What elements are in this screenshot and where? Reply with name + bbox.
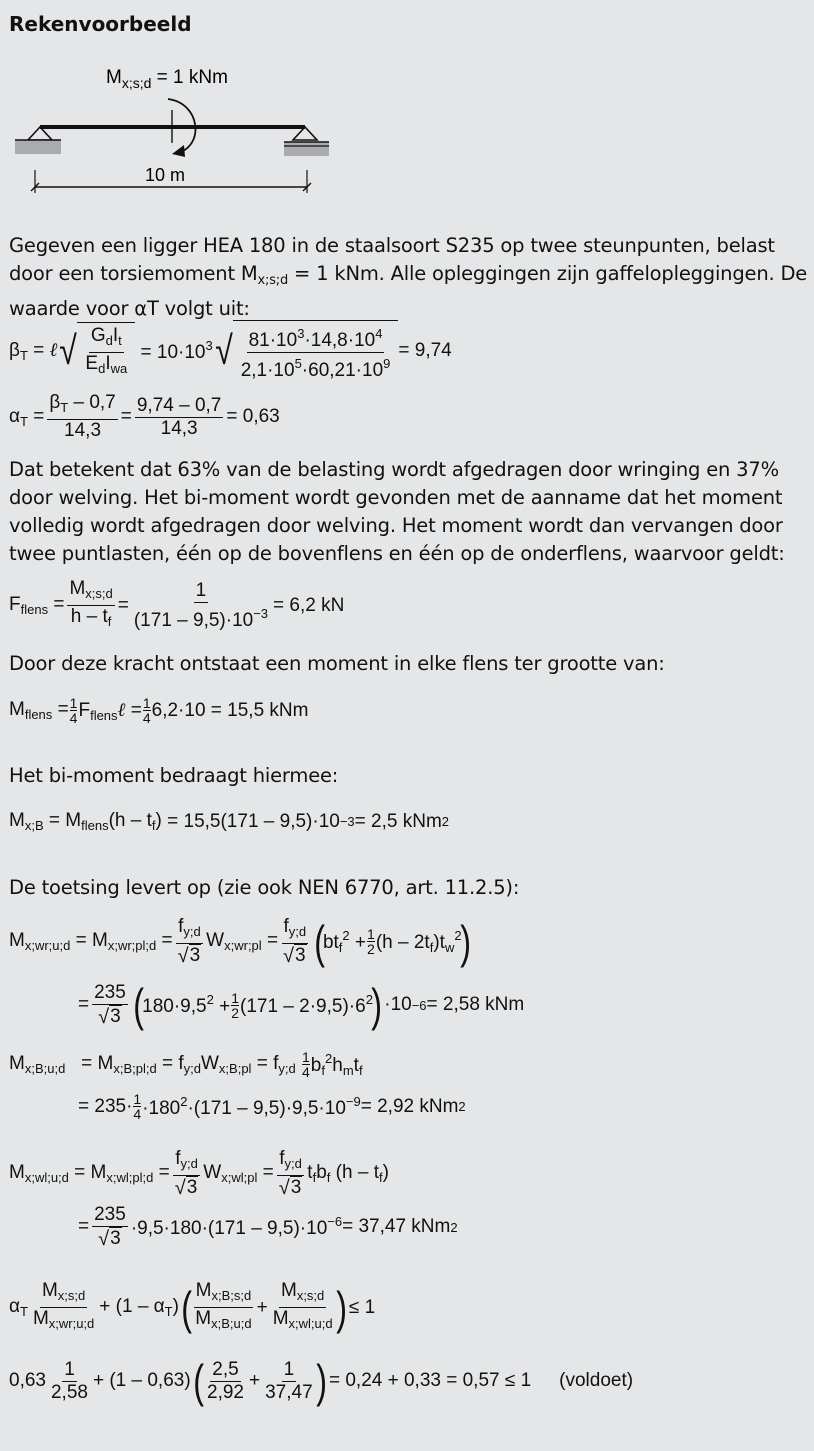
torsion-resistance-result: = 235 √ 3 ( $180\cdot 9,5^2$ + $\frac{1}{2}$ $(171 - 2\cdot 9,5)\cdot 6^2$ ) ·10 −6 = 2,58 kNm: [78, 979, 525, 1031]
beam-diagram: [0, 55, 340, 200]
flange-bending-result: = 235 √ 3 $\cdot 9,5\cdot 180\cdot(171 - 9,5)\cdot 10^{-6}$ = 37,47 kNm 2: [78, 1204, 458, 1250]
flange-bending-equation: $M_{x;wl;u;d} = M_{x;wl;pl;d}$ = $f_{y;d}$ √ 3 $W_{x;wl;pl}$ = $f_{y;d}$ √ 3 $t_fb_f$ $(h - t_f)$: [9, 1148, 389, 1199]
flange-moment-equation: $M_{flens}$ = $\frac{1}{4}$ $F_{flens}\ell$ = $\frac{1}{4}$ 6,2·10 = 15,5 kNm: [9, 695, 309, 726]
result-note: (voldoet): [559, 1370, 634, 1391]
span-label: 10 m: [145, 165, 186, 185]
torsion-resistance-equation: $M_{x;wr;u;d} = M_{x;wr;pl;d}$ = $f_{y;d}$ √ 3 $W_{x;wr;pl}$ = $f_{y;d}$ √ 3 ( $bt_f^2$ + $\frac{1}{2}$ $(h - 2t_f)t_w^2$ ): [9, 915, 471, 968]
warping-resistance-result: = 235· 1 4 $\cdot 180^2\cdot(171 - 9,5)\cdot 9,5\cdot 10^{-9}$ = 2,92 kNm 2: [78, 1091, 466, 1122]
interaction-equation: $\alpha_T$ $\frac{M_{x;s;d}}{M_{x;wr;u;d}}$ + $(1 - \alpha_T)$ ( $\frac{M_{x;B;s;d}}{M_{x;B;u;d}}$ + $\frac{M_{x;s;d}}{M_{x;wl;u;d}}$ ) ≤ 1: [9, 1280, 376, 1334]
force-equation: $F_{flens}$ = $\frac{M_{x;s;d}}{h - t_f}$ = $\frac{1}{(171 - 9,5)\cdot 10^{-3}}$ = 6,2 kN: [9, 578, 345, 631]
page-title: Rekenvoorbeeld: [9, 12, 192, 36]
interaction-result: 0,63 $\frac{1}{2,58}$ + (1 – 0,63) ( $\frac{2,5}{2,92}$ + $\frac{1}{37,47}$ ) = 0,24 + 0,33 = 0,57 ≤ 1 (voldoet): [9, 1355, 634, 1407]
check-paragraph: De toetsing levert op (zie ook NEN 6770, art. 11.2.5):: [9, 876, 520, 899]
bimoment-equation: $M_{x;B} = M_{flens}(h - t_f)$ = 15,5(171 – 9,5)·10 −3 = 2,5 kNm 2: [9, 810, 450, 833]
bimoment-paragraph: Het bi-moment bedraagt hiermee:: [9, 764, 339, 787]
warping-resistance-equation: $M_{x;B;u;d} = M_{x;B;pl;d} = f_{y;d}W_{x;B;pl} = f_{y;d}$ 1 4 $b_f^2h_mt_f$: [9, 1049, 363, 1080]
moment-label: $M_{x;s;d} = 1$ kNm: [106, 67, 228, 91]
beta-equation: $\beta_T$ = ℓ √ $\frac{G_dI_t}{E_dI_{wa}}$ = $10\cdot 10^3$ √ $\frac{81\cdot 10^3\cdot 14,8\cdot 10^4}{2,1\cdot 10^5\cdot 60,21\cdot 10^9}$ = 9,74: [9, 320, 452, 382]
explanation-paragraph: Dat betekent dat 63% van de belasting wordt afgedragen door wringing en 37% door welving. Het bi-moment wordt gevonden met de aanname dat het moment volledig wordt afgedragen door welving. Het moment wordt dan vervangen door twee puntlasten, één op de bovenflens en één op de onderflens, waarvoor geldt:: [9, 458, 785, 565]
moment-paragraph: Door deze kracht ontstaat een moment in elke flens ter grootte van:: [9, 652, 665, 675]
intro-paragraph: Gegeven een ligger HEA 180 in de staalsoort S235 op twee steunpunten, belast door een torsiemoment $M_{x;s;d} = 1$ kNm. Alle opleggingen zijn gaffelopleggingen. De waarde voor αT volgt uit:: [9, 234, 808, 320]
alpha-equation: $\alpha_T$ = $\frac{\beta_T - 0,7}{14,3}$ = $\frac{9,74 - 0,7}{14,3}$ = 0,63: [9, 392, 280, 441]
